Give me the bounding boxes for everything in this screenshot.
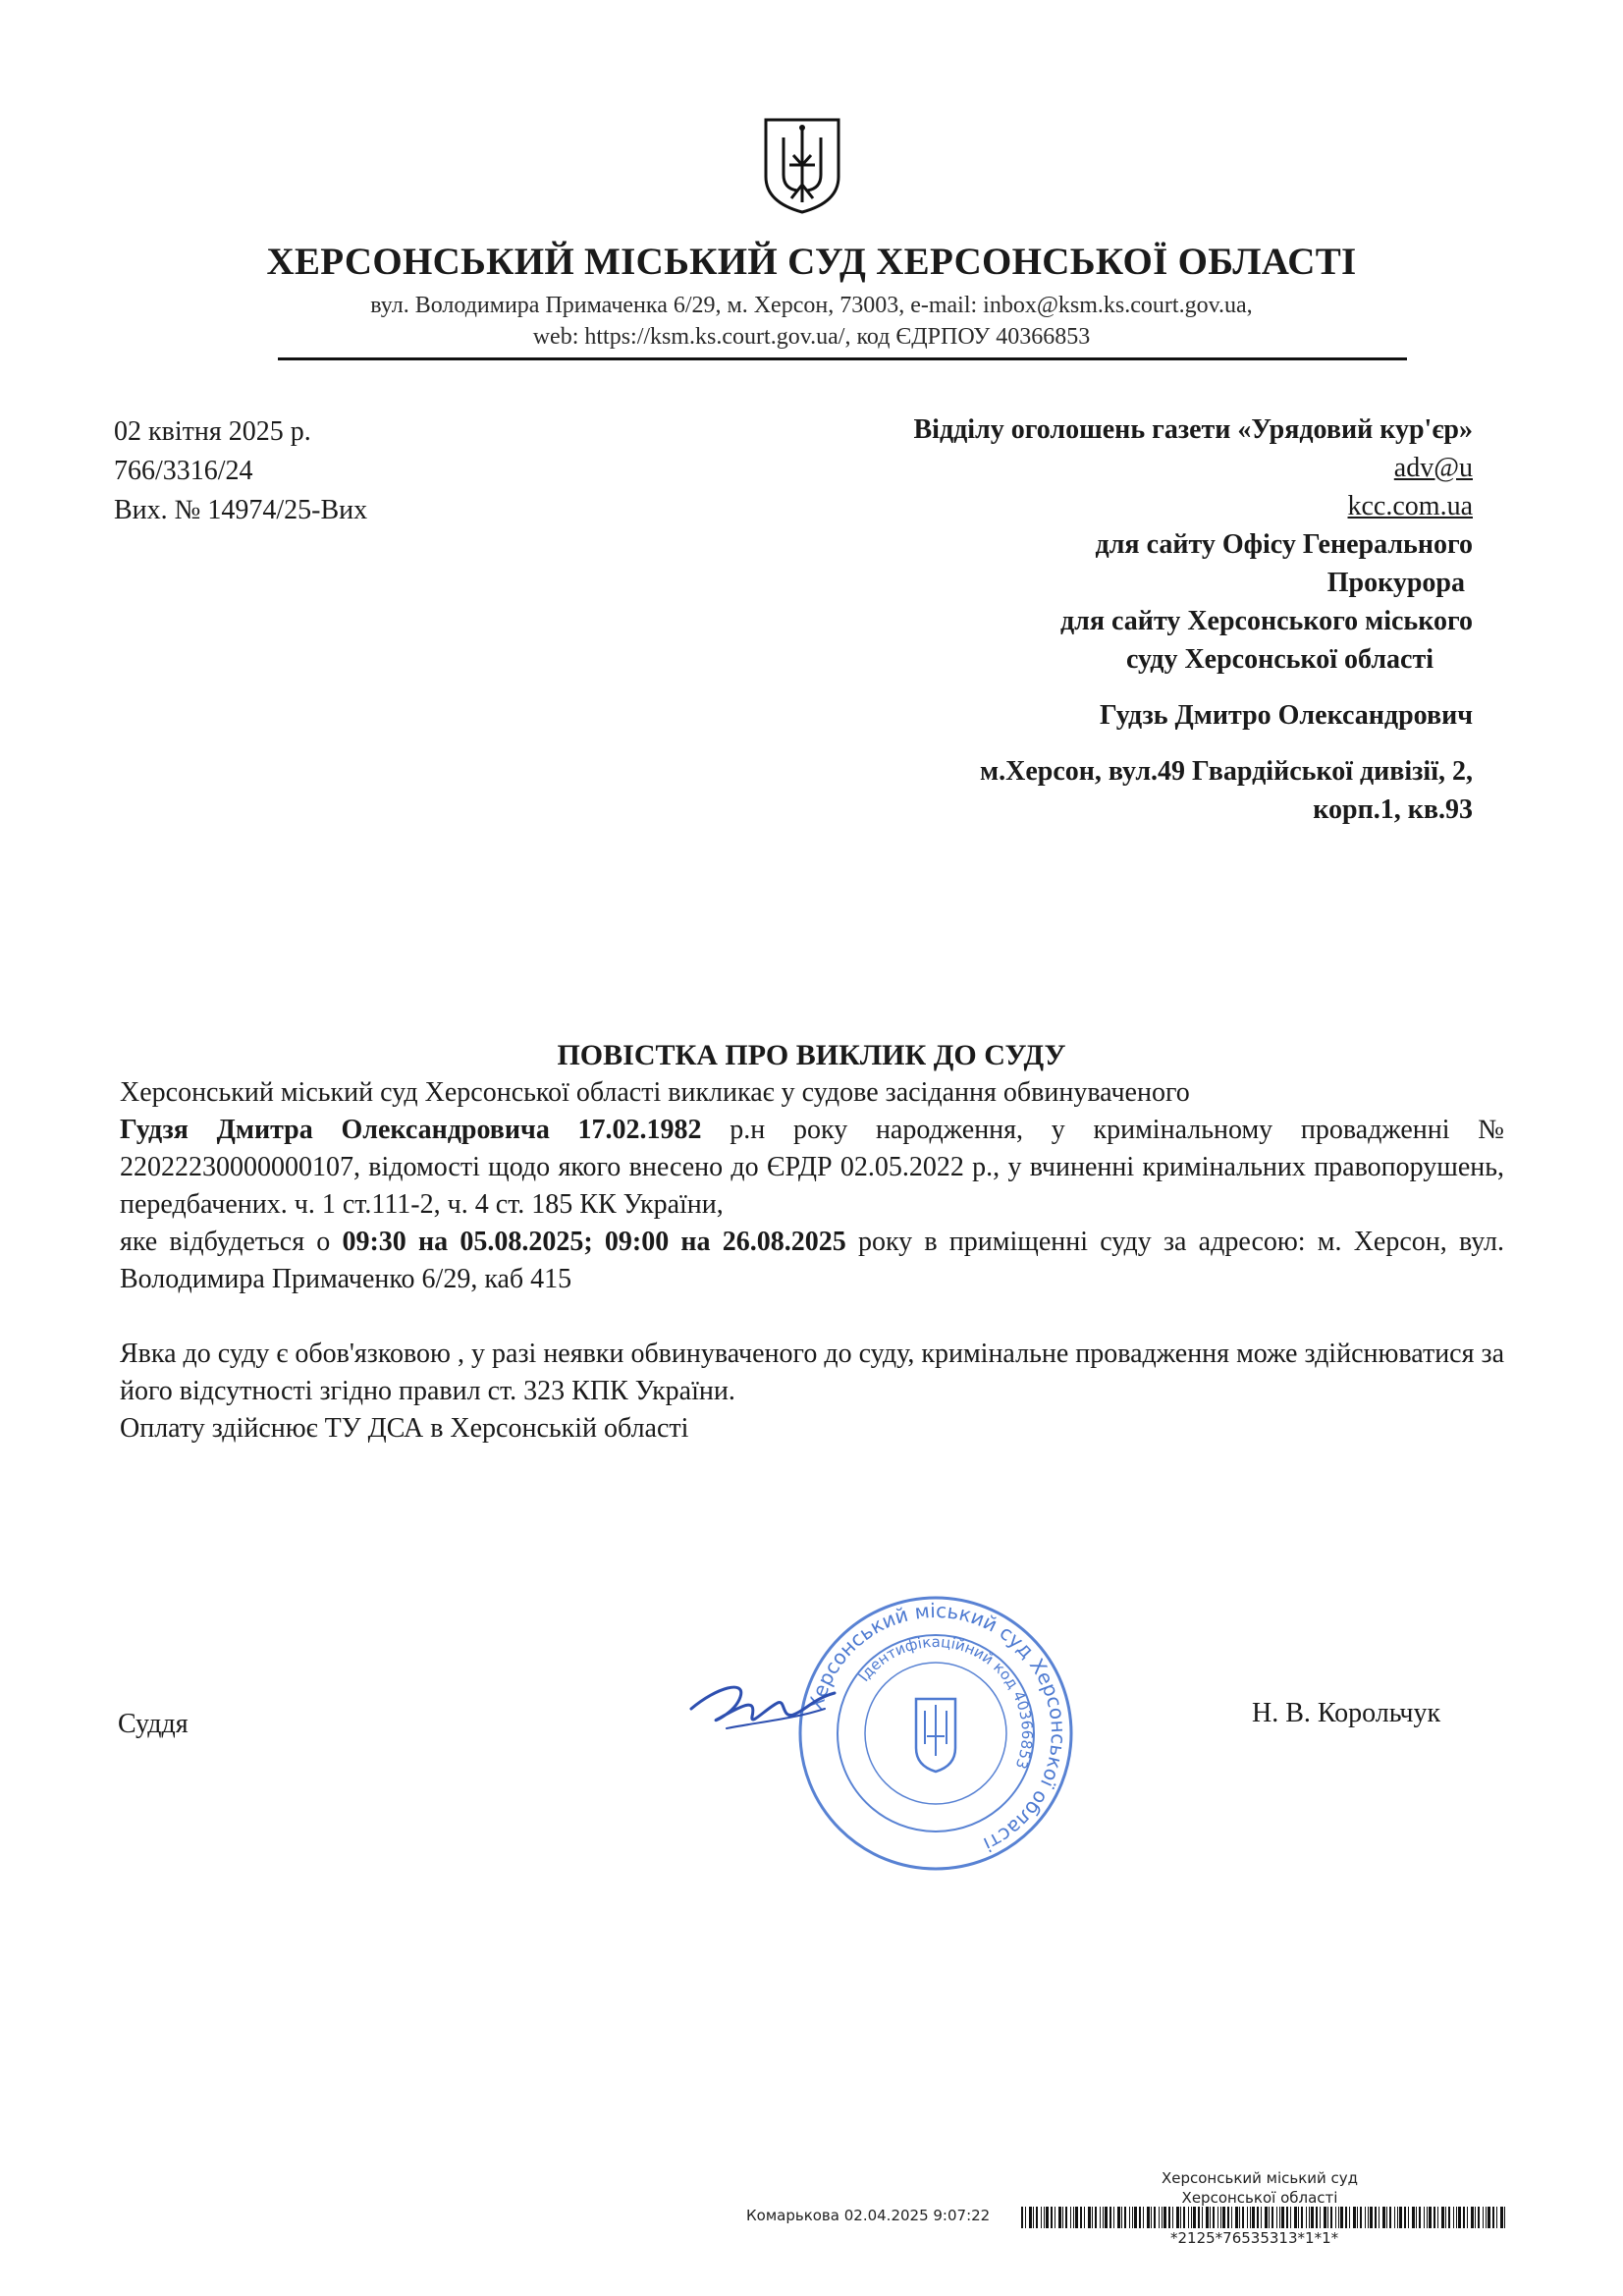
recipient-line: Прокурора bbox=[1326, 568, 1465, 598]
case-details: р.н року народження, у кримінальному провадженні № 22022230000000107, відомості щодо якого внесено до ЄРДР 02.05.2022 р., у вчиненні кримінальних правопорушень, передбачених. ч. 1 ст.111-2, ч. 4 ст. 185 КК України, bbox=[120, 1115, 1504, 1220]
defendant-name: Гудзя Дмитра Олександровича 17.02.1982 bbox=[120, 1115, 702, 1145]
recipient-spacer bbox=[913, 679, 1473, 696]
recipient-line: для сайту Херсонського міського bbox=[1060, 606, 1473, 636]
summons-body bbox=[120, 1074, 1504, 1448]
recipient-line: суду Херсонської області bbox=[1126, 644, 1434, 675]
recipient-address-line: корп.1, кв.93 bbox=[1313, 794, 1473, 825]
hearing-dates: 09:30 на 05.08.2025; 09:00 на 26.08.2025 bbox=[342, 1227, 846, 1257]
attendance-notice: Явка до суду є обов'язковою , у разі неявки обвинуваченого до суду, кримінальне провадження може здійснюватися за його відсутності згідно правил ст. 323 КПК України. bbox=[120, 1339, 1504, 1406]
barcode-number: *2125*76535313*1*1* bbox=[1170, 2229, 1339, 2247]
footer-operator-line: Комарькова 02.04.2025 9:07:22 bbox=[746, 2207, 991, 2224]
hearing-intro: яке відбудеться о bbox=[120, 1227, 343, 1257]
judge-signature bbox=[687, 1669, 844, 1748]
recipient-address-line: м.Херсон, вул.49 Гвардійської дивізії, 2, bbox=[980, 756, 1473, 787]
recipient-name: Гудзь Дмитро Олександрович bbox=[1099, 700, 1473, 731]
recipient-email-line[interactable]: kcc.com.ua bbox=[1347, 491, 1473, 521]
document-date: 02 квітня 2025 р. bbox=[114, 416, 311, 447]
court-name-heading: ХЕРСОНСЬКИЙ МІСЬКИЙ СУД ХЕРСОНСЬКОЇ ОБЛАСТІ bbox=[266, 241, 1357, 283]
stamp-outer-text: Херсонський міський суд Херсонської області bbox=[803, 1598, 1071, 1857]
recipient-email-line[interactable]: adv@u bbox=[1393, 453, 1473, 483]
court-web: web: https://ksm.ks.court.gov.ua/, код ЄДРПОУ 40366853 bbox=[532, 324, 1091, 350]
recipient-line: Відділу оголошень газети «Урядовий кур'єр» bbox=[913, 414, 1473, 445]
court-address: вул. Володимира Примаченка 6/29, м. Херсон, 73003, e-mail: inbox@ksm.ks.court.gov.ua, bbox=[370, 293, 1253, 318]
footer-court-line: Херсонський міський суд bbox=[1161, 2169, 1359, 2187]
outgoing-number: Вих. № 14974/25-Вих bbox=[114, 495, 368, 525]
coat-of-arms-icon bbox=[762, 116, 842, 216]
document-title: ПОВІСТКА ПРО ВИКЛИК ДО СУДУ bbox=[557, 1039, 1066, 1071]
judge-name: Н. В. Корольчук bbox=[1252, 1698, 1441, 1728]
payment-note: Оплату здійснює ТУ ДСА в Херсонській області bbox=[120, 1413, 689, 1444]
stamp-inner-text: Ідентифікаційний код 40366853 bbox=[854, 1632, 1037, 1772]
recipient-spacer bbox=[913, 735, 1473, 752]
recipient-line: для сайту Офісу Генерального bbox=[1095, 529, 1473, 560]
case-number: 766/3316/24 bbox=[114, 456, 253, 486]
judge-role: Суддя bbox=[118, 1709, 189, 1739]
hearing-place: року в приміщенні суду за адресою: м. Херсон, вул. Володимира Примаченко 6/29, каб 415 bbox=[120, 1227, 1504, 1294]
footer-court-line: Херсонської області bbox=[1181, 2189, 1338, 2207]
header-divider bbox=[278, 357, 1407, 360]
recipients-block bbox=[913, 410, 1473, 829]
footer-court-label bbox=[1157, 2168, 1363, 2208]
summons-intro: Херсонський міський суд Херсонської області викликає у судове засідання обвинуваченого bbox=[120, 1077, 1190, 1108]
svg-text:Ідентифікаційний код 40366853 bbox=[855, 1633, 1036, 1772]
barcode bbox=[1019, 2207, 1510, 2228]
